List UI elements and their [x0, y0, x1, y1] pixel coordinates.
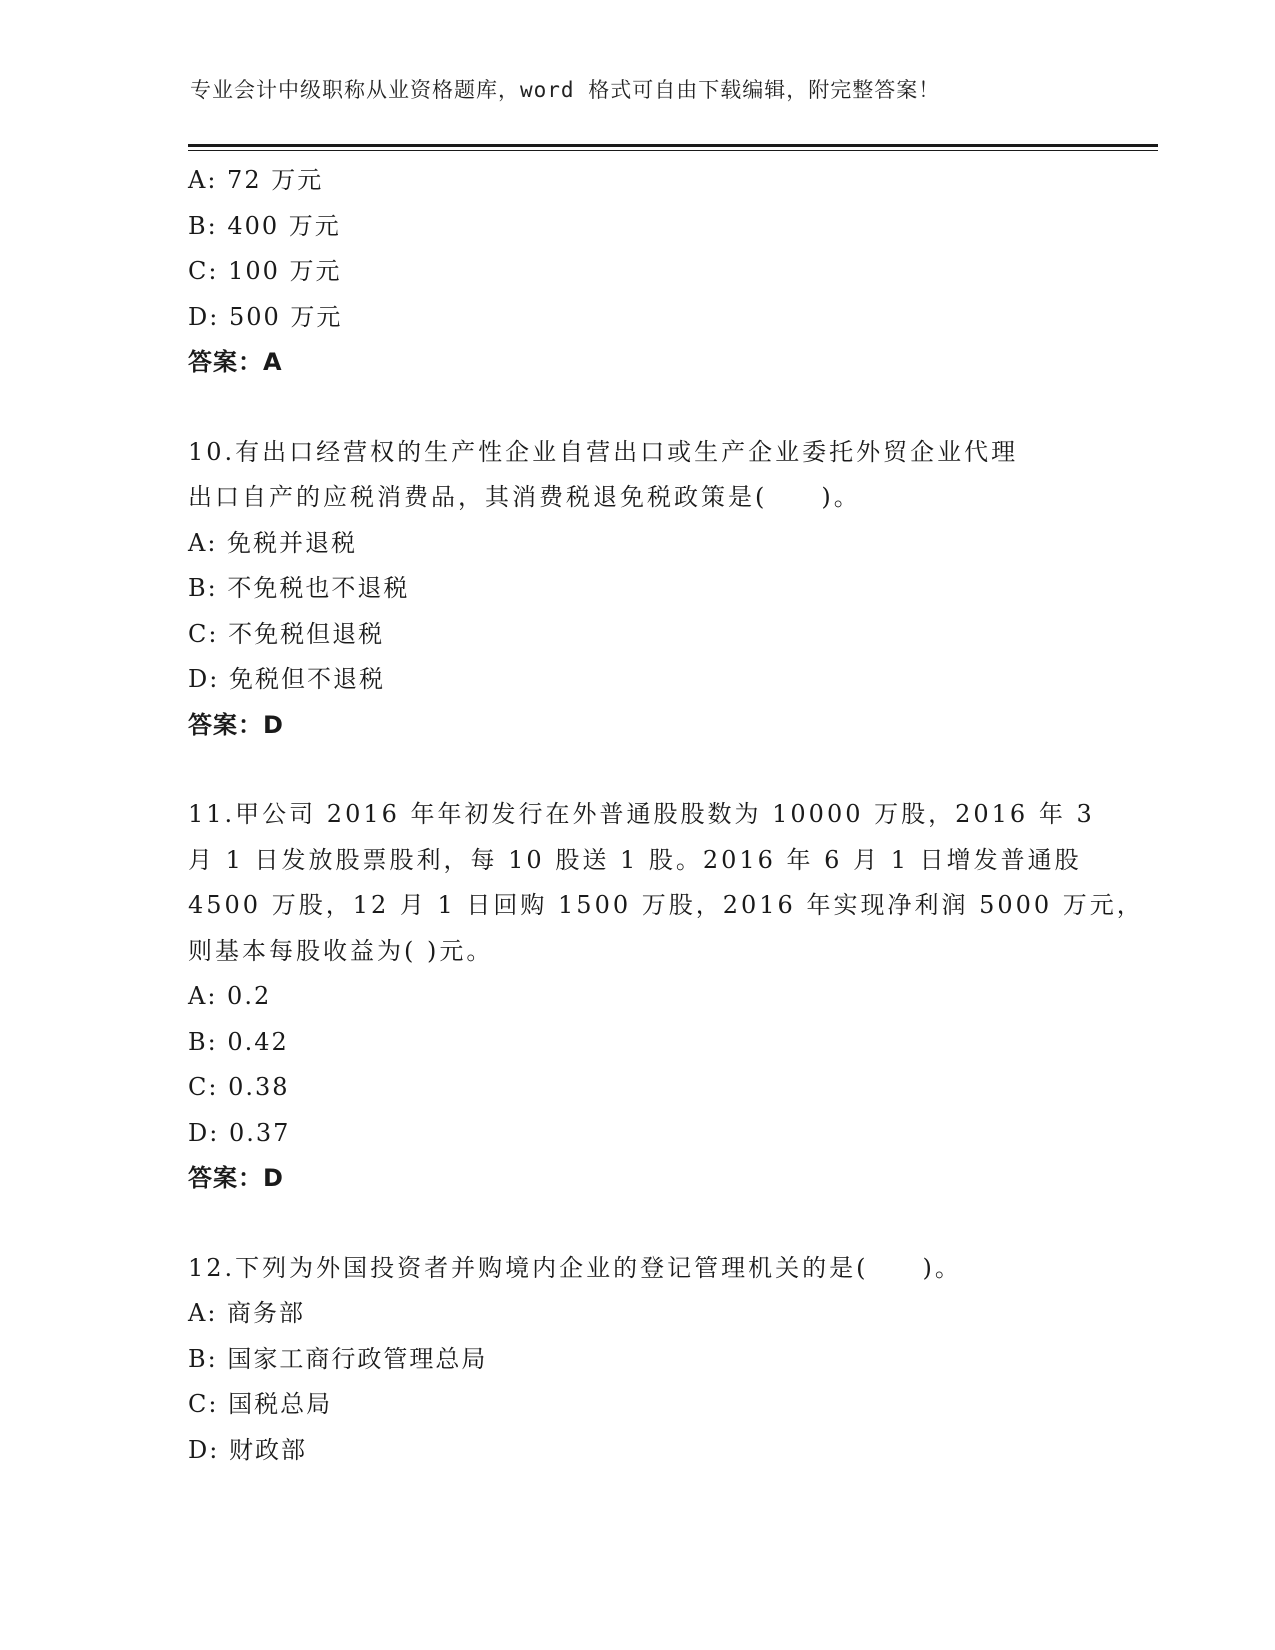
document-body — [188, 158, 1144, 1473]
q12-option-c: C: 国税总局 — [188, 1390, 333, 1418]
q11-stem-line-3: 4500 万股，12 月 1 日回购 1500 万股，2016 年实现净利润 5000 万元， — [188, 891, 1144, 919]
question-9 — [188, 158, 1088, 386]
q9-answer: 答案：A — [188, 348, 283, 376]
q10-option-b: B: 不免税也不退税 — [188, 574, 410, 602]
q9-option-b: B: 400 万元 — [188, 211, 341, 240]
q9-option-c: C: 100 万元 — [188, 257, 342, 285]
q10-option-a: A: 免税并退税 — [188, 528, 358, 557]
q11-option-c: C: 0.38 — [188, 1073, 290, 1101]
q11-option-d: D: 0.37 — [188, 1118, 291, 1147]
question-12 — [188, 1246, 1088, 1474]
q11-answer: 答案：D — [188, 1164, 284, 1192]
q10-stem-line-1: 10.有出口经营权的生产性企业自营出口或生产企业委托外贸企业代理 — [188, 437, 1019, 466]
q12-option-b: B: 国家工商行政管理总局 — [188, 1344, 488, 1373]
q12-stem-line-1: 12.下列为外国投资者并购境内企业的登记管理机关的是( )。 — [188, 1253, 962, 1282]
q12-option-a: A: 商务部 — [188, 1299, 306, 1327]
q11-option-a: A: 0.2 — [188, 982, 272, 1010]
q12-option-d: D: 财政部 — [188, 1435, 307, 1464]
q10-answer: 答案：D — [188, 710, 284, 739]
q11-option-b: B: 0.42 — [188, 1027, 289, 1056]
q11-stem-line-2: 月 1 日发放股票股利，每 10 股送 1 股。2016 年 6 月 1 日增发普通股 — [188, 845, 1082, 874]
q9-option-a: A: 72 万元 — [188, 166, 324, 194]
header-rule-thin — [188, 150, 1158, 151]
q10-option-c: C: 不免税但退税 — [188, 619, 385, 648]
question-10 — [188, 430, 1088, 749]
q10-option-d: D: 免税但不退税 — [188, 665, 385, 693]
page-header: 专业会计中级职称从业资格题库，word 格式可自由下载编辑，附完整答案！ — [190, 78, 941, 102]
q10-stem-line-2: 出口自产的应税消费品，其消费税退免税政策是( )。 — [188, 483, 861, 511]
q11-stem-line-1: 11.甲公司 2016 年年初发行在外普通股股数为 10000 万股，2016 年 3 — [188, 800, 1095, 828]
header-rule-thick — [188, 144, 1158, 147]
q9-option-d: D: 500 万元 — [188, 302, 343, 331]
question-11 — [188, 792, 1144, 1202]
q11-stem-line-4: 则基本每股收益为( )元。 — [188, 936, 494, 965]
